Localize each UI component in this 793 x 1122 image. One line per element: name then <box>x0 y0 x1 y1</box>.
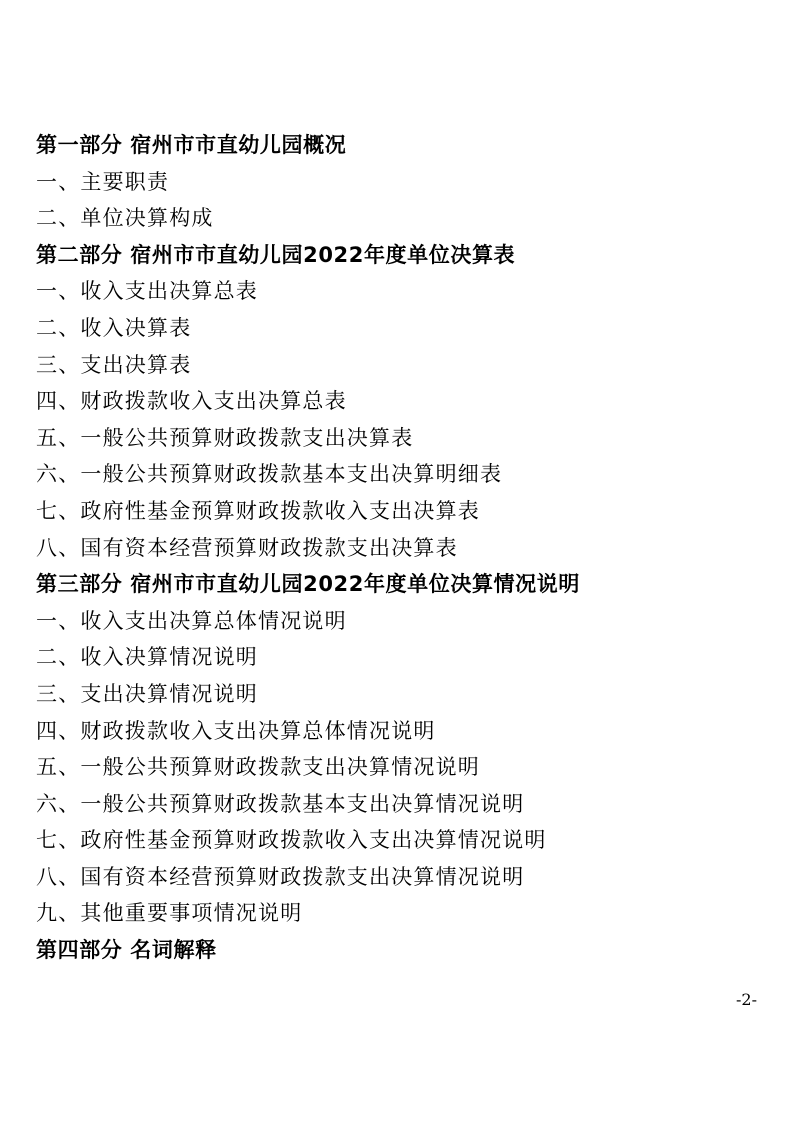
toc-item: 三、支出决算表 <box>36 352 192 377</box>
toc-item: 五、一般公共预算财政拨款支出决算情况说明 <box>36 755 480 780</box>
toc-item: 四、财政拨款收入支出决算总表 <box>36 389 347 414</box>
toc-item: 一、收入支出决算总表 <box>36 279 258 304</box>
page-number: -2- <box>736 990 757 1009</box>
part2-heading: 第二部分 宿州市市直幼儿园2022年度单位决算表 <box>36 242 516 267</box>
toc-item: 二、单位决算构成 <box>36 206 214 231</box>
toc-item: 一、主要职责 <box>36 169 170 194</box>
toc-item: 四、财政拨款收入支出决算总体情况说明 <box>36 718 436 743</box>
part4-heading: 第四部分 名词解释 <box>36 938 217 963</box>
toc-item: 五、一般公共预算财政拨款支出决算表 <box>36 425 414 450</box>
toc-item: 二、收入决算表 <box>36 315 192 340</box>
toc-item: 八、国有资本经营预算财政拨款支出决算表 <box>36 535 458 560</box>
toc-item: 七、政府性基金预算财政拨款收入支出决算情况说明 <box>36 828 547 853</box>
toc-item: 一、收入支出决算总体情况说明 <box>36 608 347 633</box>
part3-heading: 第三部分 宿州市市直幼儿园2022年度单位决算情况说明 <box>36 572 580 597</box>
table-of-contents <box>36 127 766 969</box>
toc-item: 九、其他重要事项情况说明 <box>36 901 303 926</box>
toc-item: 八、国有资本经营预算财政拨款支出决算情况说明 <box>36 864 525 889</box>
toc-item: 三、支出决算情况说明 <box>36 681 258 706</box>
toc-item: 六、一般公共预算财政拨款基本支出决算情况说明 <box>36 791 525 816</box>
part1-heading: 第一部分 宿州市市直幼儿园概况 <box>36 133 347 157</box>
toc-item: 六、一般公共预算财政拨款基本支出决算明细表 <box>36 462 503 487</box>
toc-item: 二、收入决算情况说明 <box>36 645 258 670</box>
toc-item: 七、政府性基金预算财政拨款收入支出决算表 <box>36 498 480 523</box>
